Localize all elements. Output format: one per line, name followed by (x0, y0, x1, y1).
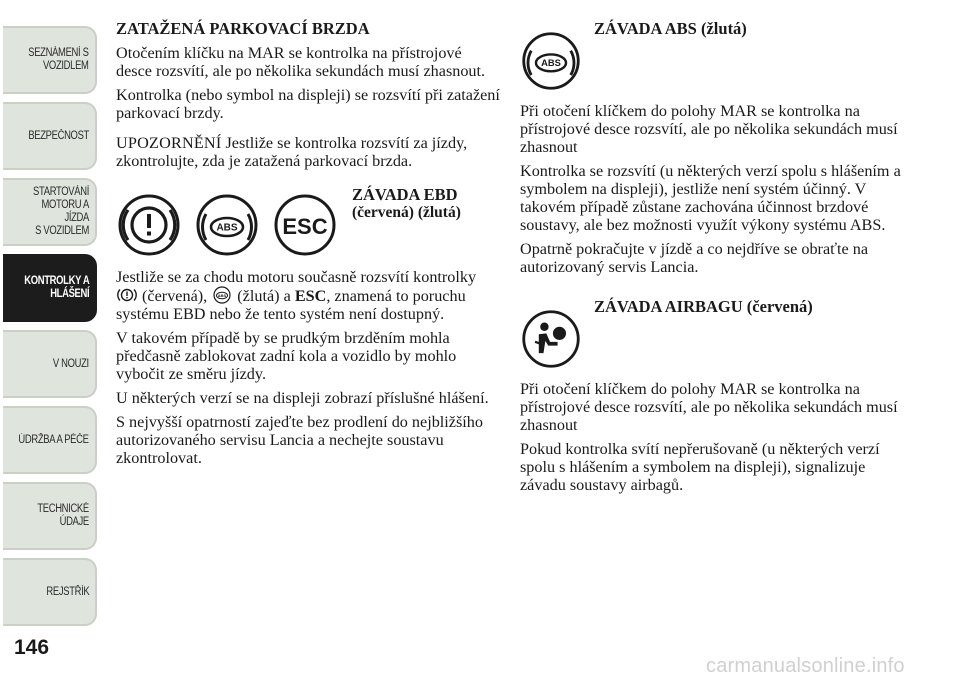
abs-warning-icon (520, 30, 582, 92)
brake-inline-icon (116, 286, 138, 304)
ebd-heading-line1: ZÁVADA EBD (352, 185, 458, 204)
tab-label: ÚDRŽBA A PÉČE (18, 433, 89, 446)
page-number: 146 (14, 636, 50, 659)
chapter-tabs (0, 0, 100, 640)
tab-seznameni-s-vozidlem[interactable] (3, 26, 97, 94)
parking-brake-warning (116, 134, 500, 170)
ebd-heading (352, 186, 461, 222)
esc-warning-icon (272, 192, 338, 258)
ebd-paragraph-2: V takovém případě by se prudkým brzděním mohla předčasně zablokovat zadní kola a vozidlo by mohlo vybočit ze směru jízdy. (116, 329, 457, 383)
ebd-paragraph-3: U některých verzí se na displeji zobrazí příslušné hlášení. (116, 389, 489, 407)
right-column (520, 20, 904, 494)
ebd-text-b: (červená), (138, 287, 212, 305)
tab-label: TECHNICKÉ ÚDAJE (37, 503, 89, 528)
tab-startovani-motoru[interactable] (3, 178, 97, 246)
abs-warning-icon (194, 192, 260, 258)
abs-header (520, 20, 904, 92)
watermark: carmanualsonline.info (706, 655, 905, 677)
ebd-text-a: Jestliže se za chodu motoru současně rozsvítí kontrolky (116, 268, 477, 286)
parking-brake-heading: ZATAŽENÁ PARKOVACÍ BRZDA (116, 19, 370, 38)
ebd-header (116, 186, 500, 262)
left-column (116, 20, 500, 467)
abs-icon-text: ABS (541, 57, 561, 69)
tab-technicke-udaje[interactable] (3, 482, 97, 550)
ebd-text-d: , znamená to poruchu systému EBD nebo že tento systém není dostupný. (116, 287, 466, 323)
ebd-paragraph-4: S nejvyšší opatrností zajeďte bez prodlení do nejbližšího autorizovaného servisu Lancia a nechejte soustavu zkontrolovat. (116, 413, 483, 467)
warning-label: UPOZORNĚNÍ (116, 134, 222, 152)
airbag-warning-icon (520, 308, 582, 370)
abs-inline-icon (211, 286, 233, 304)
esc-icon-text: ESC (282, 214, 328, 239)
brake-warning-icon (116, 192, 182, 258)
airbag-heading: ZÁVADA AIRBAGU (červená) (594, 297, 813, 316)
airbag-paragraph-1: Při otočení klíčkem do polohy MAR se kontrolka na přístrojové desce rozsvítí, ale po několika sekundách musí zhasnout (520, 380, 898, 434)
tab-label: SEZNÁMENÍ S VOZIDLEM (28, 47, 89, 72)
tab-label: KONTROLKY A HLÁŠENÍ (23, 275, 89, 300)
tab-v-nouzi[interactable] (3, 330, 97, 398)
abs-heading: ZÁVADA ABS (žlutá) (594, 19, 747, 38)
tab-rejstrik[interactable] (3, 558, 97, 626)
ebd-text-esc: ESC (294, 287, 327, 305)
abs-icon-text: ABS (216, 222, 238, 234)
abs-paragraph-2: Kontrolka se rozsvítí (u některých verzí spolu s hlášením a symbolem na displeji), jestliže není systém účinný. V takovém případě zůstane zachována účinnost brzdové soustavy, ale bez možnosti využít výkony systému ABS. (520, 162, 901, 234)
abs-inline-text: ABS (218, 293, 227, 298)
parking-brake-paragraph-1: Otočením klíčku na MAR se kontrolka na přístrojové desce rozsvítí, ale po několika sekundách musí zhasnout. (116, 44, 486, 80)
ebd-paragraph-1 (116, 268, 500, 323)
warning-text: Jestliže se kontrolka rozsvítí za jízdy, zkontrolujte, zda je zatažená parkovací brzda. (116, 134, 468, 170)
ebd-heading-line2: (červená) (žlutá) (352, 204, 461, 221)
tab-udrzba-a-pece[interactable] (3, 406, 97, 474)
tab-kontrolky-a-hlaseni[interactable] (3, 254, 97, 322)
airbag-paragraph-2: Pokud kontrolka svítí nepřerušovaně (u některých verzí spolu s hlášením a symbolem na displeji), signalizuje závadu soustavy airbagů. (520, 440, 880, 494)
tab-label: REJSTŘÍK (46, 585, 89, 598)
ebd-text-c: (žlutá) a (233, 287, 295, 305)
parking-brake-paragraph-2: Kontrolka (nebo symbol na displeji) se rozsvítí při zatažení parkovací brzdy. (116, 86, 500, 122)
tab-label: BEZPEČNOST (28, 129, 89, 142)
tab-bezpecnost[interactable] (3, 102, 97, 170)
airbag-header (520, 298, 904, 370)
abs-paragraph-3: Opatrně pokračujte v jízdě a co nejdříve se obraťte na autorizovaný servis Lancia. (520, 240, 869, 276)
tab-label: STARTOVÁNÍ MOTORU A JÍZDA S VOZIDLEM (33, 186, 89, 237)
abs-paragraph-1: Při otočení klíčkem do polohy MAR se kontrolka na přístrojové desce rozsvítí, ale po několika sekundách musí zhasnout (520, 102, 898, 156)
tab-label: V NOUZI (53, 357, 89, 370)
